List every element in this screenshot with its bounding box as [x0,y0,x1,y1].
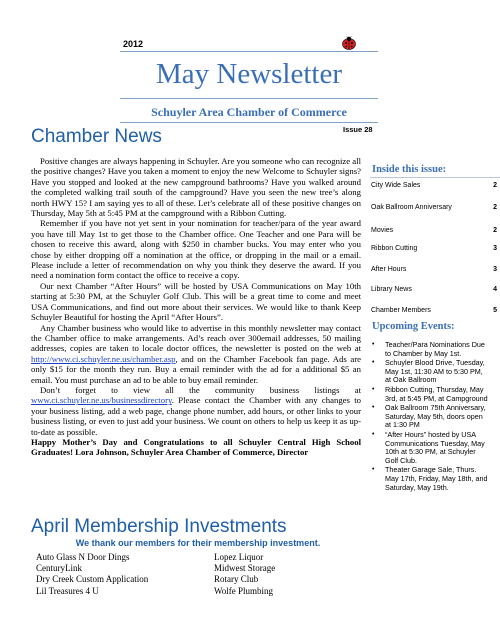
toc-item-label: Movies [371,227,394,234]
toc-item-label: Oak Ballroom Anniversary [371,204,452,211]
event-item: • Theater Garage Sale, Thurs. May 17th, Friday, May 18th, and Saturday, May 19th. [372,466,490,492]
member-name: CenturyLink [36,563,82,574]
issue-number: Issue 28 [343,125,373,134]
chamber-news-heading: Chamber News [31,126,162,147]
member-name: Lil Treasures 4 U [36,585,99,596]
event-item: • Schuyler Blood Drive, Tuesday, May 1st, 11:30 AM to 5:30 PM, at Oak Ballroom [372,359,490,385]
news-paragraph: Our next Chamber “After Hours” will be hosted by USA Communications on May 10th starting at 5:30 PM, at the Schuyler Golf Club. This will be a great time to come and meet USA Communications, and find out more about their services. We would like to thank Keep Schuyler Beautiful for hosting the April “After Hours”. [31,280,361,323]
toc-item-page: 2 [493,227,497,234]
membership-subheading: We thank our members for their membership investment. [75,538,321,548]
ladybug-icon [341,36,357,50]
member-name: Rotary Club [214,574,259,585]
toc-item[interactable] [371,244,497,253]
directory-paragraph-tail: . Please contact the Chamber with any changes to your business listing, add a web page, change phone number, add hours, or other links to your business listing, or even to just add your business. We count on others to help us keep it as up-to-date as possible. [31,395,361,437]
member-name: Dry Creek Custom Application [36,574,149,585]
upcoming-events-list [372,341,490,492]
newsletter-subtitle: Schuyler Area Chamber of Commerce [151,105,347,119]
newsletter-title: May Newsletter [155,58,343,90]
event-item: • Oak Ballroom 75th Anniversary, Saturday, May 5th, doors open at 1:30 PM [372,404,490,430]
news-paragraph [31,323,361,385]
member-list-right [214,552,354,597]
chamber-news-body [31,156,361,458]
toc-item-page: 3 [493,266,497,273]
toc-item[interactable] [371,265,497,274]
toc-item[interactable] [371,226,497,235]
directory-paragraph-text: Don’t forget to view all the community business listings at [40,384,361,395]
toc-item-label: Chamber Members [371,307,431,314]
member-name: Wolfe Plumbing [214,585,274,596]
business-directory-link[interactable]: www.ci.schuyler.ne.us/businessdirectory [31,395,172,406]
toc-item-label: Ribbon Cutting [371,245,418,252]
toc-item-page: 5 [493,307,497,314]
news-paragraph [31,385,361,437]
toc-item-page: 2 [493,204,497,211]
event-item: • “After Hours” hosted by USA Communications Tuesday, May 10th at 5:30 PM, at Schuyler Golf Club. [372,431,490,465]
toc-item-label: After Hours [371,266,407,273]
member-name: Lopez Liquor [214,552,264,562]
membership-heading: April Membership Investments [31,516,287,537]
event-item: • Ribbon Cutting, Thursday, May 3rd, at 5:45 PM, at Campground [372,386,490,403]
toc-item-label: City Wide Sales [371,182,421,189]
inside-issue-heading: Inside this issue: [372,164,447,175]
header-rule-top [120,51,378,52]
closing-message: Happy Mother’s Day and Congratulations to all Schuyler Central High School Graduates! Lora Johnson, Schuyler Area Chamber of Commerce, Director [31,436,361,458]
news-paragraph: Remember if you have not yet sent in your nomination for teacher/para of the year award you have till May 1st to get those to the Chamber office. One Teacher and one Para will be chosen to receive this award, along with $250 in chamber bucks. You may enter who you chose by either dropping off a nomination at the office, or dropping in the mail or a email. Please include a letter of recommendation on why you think they deserve the award. If you need a nomination form contact the office to receive a copy. [31,218,361,281]
toc-item[interactable] [371,181,497,190]
member-name: Midwest Storage [214,563,276,574]
toc-item[interactable] [371,306,497,315]
toc-item[interactable] [371,285,497,294]
header-rule-bottom [120,122,378,123]
upcoming-events-heading: Upcoming Events: [372,321,455,332]
newsletter-year: 2012 [123,39,144,49]
header-rule-middle [120,98,378,99]
chamber-website-link[interactable]: http://www.ci.schuyler.ne.us/chamber.asp [31,353,176,364]
sidebar-rule [370,177,500,178]
toc-item-label: Library News [371,286,412,293]
news-paragraph: Positive changes are always happening in Schuyler. Are you someone who can recognize all the positive changes? Have you taken a moment to enjoy the new Welcome to Schuyler signs? Have you stopped and looked at the new campground bathrooms? Have you walked around the completed walking trail south of the campground? Have you seen the new tree’s along north HWY 15? I am saying yes to all of these. Let’s celebrate all of these positive changes on Thursday, May 5th at 5:45 PM at the campground with a Ribbon Cutting. [31,156,361,219]
toc-item-page: 4 [493,286,497,293]
member-name: Auto Glass N Door Dings [36,552,130,562]
ad-paragraph-tail: , and on the Chamber Facebook fan page. Ads are only $15 for the month they run. Buy a email reminder with the ad for a additional $5 an email. You must purchase an ad to be able to buy email reminder. [31,353,361,385]
toc-item[interactable] [371,203,497,212]
member-list-left [36,552,206,597]
toc-item-page: 3 [493,245,497,252]
toc-item-page: 2 [493,182,497,189]
event-item: • Teacher/Para Nominations Due to Chamber by May 1st. [372,341,490,358]
ad-paragraph-text: Any Chamber business who would like to advertise in this monthly newsletter may contact the Chamber office to make arrangements. Ad’s reach over 300email addresses, 50 mailing addresses, copies are taken to locale doctor offices, the newsletter is posted on the web at [31,322,361,354]
